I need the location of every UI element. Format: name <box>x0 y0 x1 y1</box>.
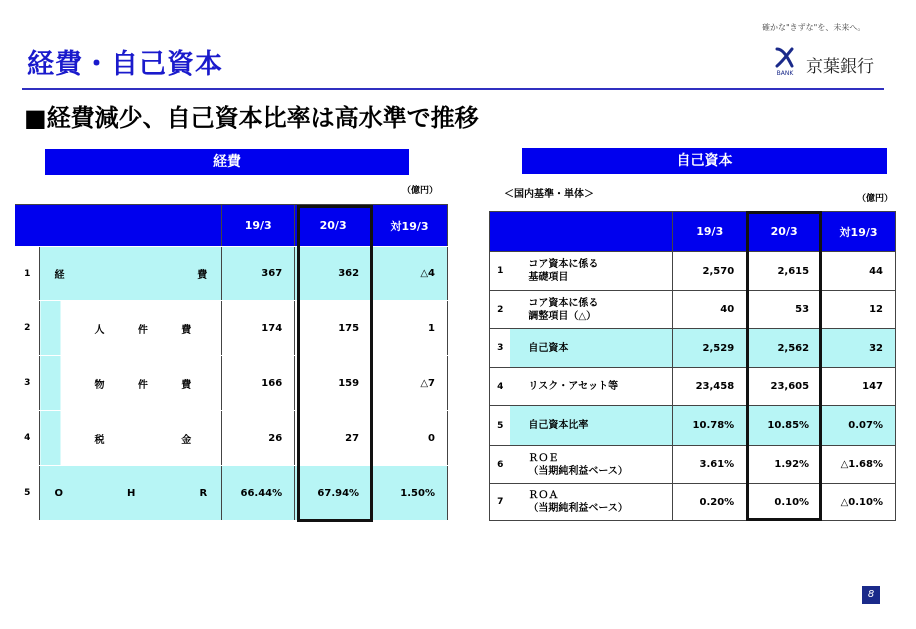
capital-table <box>489 211 896 521</box>
value-diff: △1.68% <box>822 446 896 484</box>
expenses-table <box>15 204 448 521</box>
value-20-3: 53 <box>747 291 822 329</box>
value-20-3: 23,605 <box>747 368 822 406</box>
row-label: ＲＯＡ （当期純利益ベース） <box>510 484 672 521</box>
table-row <box>15 356 448 411</box>
value-20-3: 362 <box>295 247 372 301</box>
row-index: 5 <box>490 406 511 446</box>
table-row <box>490 446 896 484</box>
row-label: 自己資本 <box>510 329 672 368</box>
page-number: 8 <box>862 586 880 604</box>
row-index: 4 <box>15 411 40 466</box>
value-diff: 0.07% <box>822 406 896 446</box>
value-diff: 0 <box>372 411 448 466</box>
capital-highlight-frame <box>746 211 822 521</box>
value-19-3: 66.44% <box>222 466 295 521</box>
expenses-col-19-3: 19/3 <box>222 205 295 247</box>
expenses-unit: （億円） <box>402 186 439 196</box>
bank-logo-icon <box>772 46 798 76</box>
capital-col-diff: 対19/3 <box>822 212 896 252</box>
expenses-banner: 経費 <box>45 149 409 175</box>
table-row <box>15 247 448 301</box>
value-19-3: 0.20% <box>673 484 747 521</box>
value-diff: 147 <box>822 368 896 406</box>
page-title: 経費・自己資本 <box>27 49 223 80</box>
value-20-3: 175 <box>295 301 372 356</box>
row-label: 自己資本比率 <box>510 406 672 446</box>
row-label: 税 金 <box>40 411 222 466</box>
value-19-3: 174 <box>222 301 295 356</box>
capital-unit: （億円） <box>857 194 894 204</box>
table-row <box>490 252 896 291</box>
value-19-3: 2,570 <box>673 252 747 291</box>
row-label: 人 件 費 <box>40 301 222 356</box>
row-label: 物 件 費 <box>40 356 222 411</box>
value-diff: △4 <box>372 247 448 301</box>
row-index: 2 <box>490 291 511 329</box>
value-20-3: 1.92% <box>747 446 822 484</box>
value-19-3: 23,458 <box>673 368 747 406</box>
row-index: 1 <box>15 247 40 301</box>
value-diff: 44 <box>822 252 896 291</box>
value-19-3: 367 <box>222 247 295 301</box>
expenses-col-diff: 対19/3 <box>372 205 448 247</box>
value-19-3: 10.78% <box>673 406 747 446</box>
row-index: 7 <box>490 484 511 521</box>
value-20-3: 0.10% <box>747 484 822 521</box>
row-index: 5 <box>15 466 40 521</box>
value-diff: 1 <box>372 301 448 356</box>
expenses-highlight-frame <box>297 205 373 522</box>
row-index: 3 <box>15 356 40 411</box>
row-index: 1 <box>490 252 511 291</box>
value-diff: △0.10% <box>822 484 896 521</box>
table-row <box>490 368 896 406</box>
value-diff: 12 <box>822 291 896 329</box>
table-row <box>490 406 896 446</box>
bank-name: 京葉銀行 <box>806 57 874 77</box>
capital-col-19-3: 19/3 <box>673 212 747 252</box>
expenses-header-blank <box>15 205 222 247</box>
capital-col-20-3: 20/3 <box>747 212 822 252</box>
row-label: O H R <box>40 466 222 521</box>
value-20-3: 27 <box>295 411 372 466</box>
row-index: 2 <box>15 301 40 356</box>
row-label: コア資本に係る 基礎項目 <box>510 252 672 291</box>
value-20-3: 2,615 <box>747 252 822 291</box>
row-index: 3 <box>490 329 511 368</box>
value-19-3: 166 <box>222 356 295 411</box>
row-label: ＲＯＥ （当期純利益ベース） <box>510 446 672 484</box>
row-label: コア資本に係る 調整項目（△） <box>510 291 672 329</box>
value-20-3: 2,562 <box>747 329 822 368</box>
capital-banner: 自己資本 <box>522 148 887 174</box>
table-row <box>490 291 896 329</box>
table-row <box>15 411 448 466</box>
value-diff: △7 <box>372 356 448 411</box>
capital-basis: ＜国内基準・単体＞ <box>504 189 594 200</box>
value-19-3: 2,529 <box>673 329 747 368</box>
value-20-3: 67.94% <box>295 466 372 521</box>
table-row <box>490 329 896 368</box>
capital-header-blank <box>490 212 673 252</box>
value-19-3: 40 <box>673 291 747 329</box>
value-19-3: 3.61% <box>673 446 747 484</box>
table-row <box>490 484 896 521</box>
logo-text: BANK <box>776 70 794 76</box>
page-subtitle: ■経費減少、自己資本比率は高水準で推移 <box>24 104 479 132</box>
row-index: 4 <box>490 368 511 406</box>
row-label: 経 費 <box>40 247 222 301</box>
table-row <box>15 466 448 521</box>
row-label: リスク・アセット等 <box>510 368 672 406</box>
brand-tagline: 確かな"きずな"を、未来へ。 <box>762 23 866 32</box>
value-19-3: 26 <box>222 411 295 466</box>
title-divider <box>22 88 884 90</box>
value-20-3: 159 <box>295 356 372 411</box>
value-diff: 32 <box>822 329 896 368</box>
row-index: 6 <box>490 446 511 484</box>
table-row <box>15 301 448 356</box>
value-20-3: 10.85% <box>747 406 822 446</box>
value-diff: 1.50% <box>372 466 448 521</box>
expenses-col-20-3: 20/3 <box>295 205 372 247</box>
